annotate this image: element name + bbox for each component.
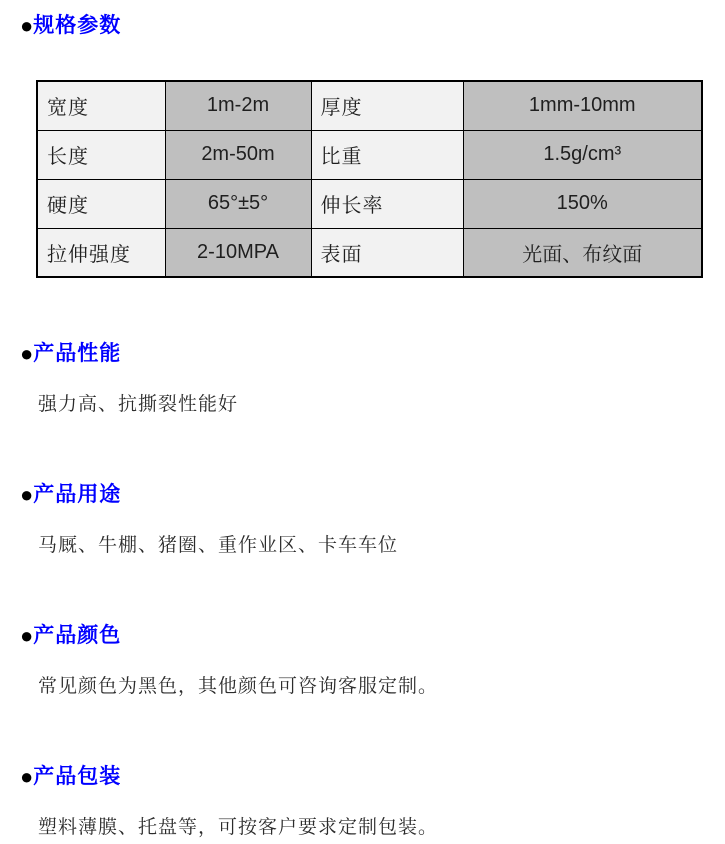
spec-label-hardness: 硬度	[37, 179, 165, 228]
spec-value-hardness: 65°±5°	[165, 179, 311, 228]
bullet-icon: ●	[20, 482, 34, 507]
spec-value-density: 1.5g/cm³	[463, 130, 702, 179]
spec-label-width: 宽度	[37, 81, 165, 130]
section-heading-color	[20, 622, 725, 650]
table-row	[37, 228, 702, 277]
spec-value-surface: 光面、布纹面	[463, 228, 702, 277]
section-body-color: 常见颜色为黑色，其他颜色可咨询客服定制。	[38, 676, 439, 697]
spec-label-surface: 表面	[311, 228, 463, 277]
spec-value-thickness: 1mm-10mm	[463, 81, 702, 130]
spec-value-tensile: 2-10MPA	[165, 228, 311, 277]
table-row	[37, 179, 702, 228]
bullet-icon: ●	[20, 623, 34, 648]
section-heading-uses	[20, 481, 725, 509]
table-row	[37, 81, 702, 130]
section-title-performance: 产品性能	[33, 342, 122, 365]
bullet-icon: ●	[20, 764, 34, 789]
section-title-specs: 规格参数	[33, 14, 122, 37]
spec-label-elongation: 伸长率	[311, 179, 463, 228]
section-body-packaging: 塑料薄膜、托盘等，可按客户要求定制包装。	[38, 817, 439, 838]
spec-table	[36, 80, 703, 278]
spec-value-elongation: 150%	[463, 179, 702, 228]
section-heading-specs	[20, 12, 725, 40]
spec-label-length: 长度	[37, 130, 165, 179]
section-heading-packaging	[20, 763, 725, 791]
section-body-performance: 强力高、抗撕裂性能好	[38, 394, 239, 415]
bullet-icon: ●	[20, 13, 34, 38]
section-title-uses: 产品用途	[33, 483, 122, 506]
section-heading-performance	[20, 340, 725, 368]
table-row	[37, 130, 702, 179]
spec-value-width: 1m-2m	[165, 81, 311, 130]
spec-value-length: 2m-50m	[165, 130, 311, 179]
section-title-color: 产品颜色	[33, 624, 122, 647]
bullet-icon: ●	[20, 341, 34, 366]
spec-label-density: 比重	[311, 130, 463, 179]
spec-label-thickness: 厚度	[311, 81, 463, 130]
spec-label-tensile: 拉伸强度	[37, 228, 165, 277]
section-title-packaging: 产品包装	[33, 765, 122, 788]
section-body-uses: 马厩、牛棚、猪圈、重作业区、卡车车位	[38, 535, 399, 556]
